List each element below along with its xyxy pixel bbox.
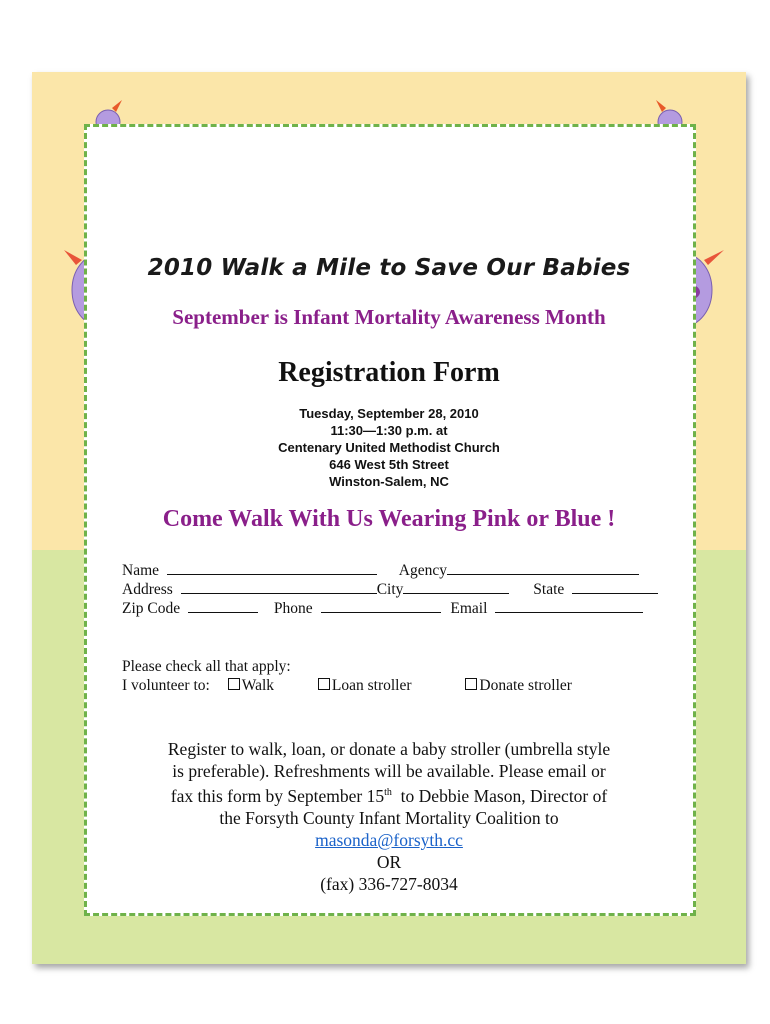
- agency-field[interactable]: [447, 562, 639, 575]
- form-heading: Registration Form: [278, 357, 500, 388]
- address-field[interactable]: [181, 581, 377, 594]
- email-label: Email: [450, 600, 488, 617]
- event-street: 646 West 5th Street: [329, 457, 449, 472]
- state-label: State: [533, 581, 565, 598]
- zip-phone-email-row: [122, 600, 643, 618]
- closing-line-2: is preferable). Refreshments will be available. Please email or: [172, 761, 606, 781]
- zip-field[interactable]: [188, 600, 258, 613]
- email-link[interactable]: masonda@forsyth.cc: [315, 829, 463, 850]
- event-city: Winston-Salem, NC: [329, 474, 449, 489]
- event-time: 11:30—1:30 p.m. at: [330, 423, 448, 438]
- loan-stroller-label: Loan stroller: [331, 677, 412, 694]
- agency-label: Agency: [398, 562, 447, 579]
- option-walk[interactable]: [228, 677, 274, 694]
- closing-paragraph: [118, 738, 660, 895]
- city-field[interactable]: [403, 581, 509, 594]
- option-loan-stroller[interactable]: [318, 677, 412, 694]
- call-to-action: Come Walk With Us Wearing Pink or Blue !: [162, 506, 616, 532]
- walk-label: Walk: [241, 677, 275, 694]
- name-field[interactable]: [167, 562, 377, 575]
- city-label: City: [376, 581, 404, 598]
- event-date: Tuesday, September 28, 2010: [299, 406, 479, 421]
- donate-stroller-checkbox[interactable]: [465, 678, 477, 690]
- zip-label: Zip Code: [122, 600, 181, 617]
- state-field[interactable]: [572, 581, 658, 594]
- option-donate-stroller[interactable]: [465, 677, 572, 694]
- closing-line-4: the Forsyth County Infant Mortality Coalition to: [219, 807, 559, 828]
- address-row: [122, 581, 658, 599]
- donate-stroller-label: Donate stroller: [479, 677, 572, 694]
- event-title: 2010 Walk a Mile to Save Our Babies: [147, 255, 631, 281]
- loan-stroller-checkbox[interactable]: [318, 678, 330, 690]
- volunteer-row: [122, 677, 572, 695]
- event-details: [118, 405, 660, 490]
- fax-number: (fax) 336-727-8034: [320, 873, 458, 894]
- closing-line-3-text: fax this form by September 15: [170, 785, 385, 806]
- walk-checkbox[interactable]: [228, 678, 240, 690]
- event-venue: Centenary United Methodist Church: [278, 440, 500, 455]
- closing-line-3: [118, 782, 660, 807]
- phone-label: Phone: [273, 600, 313, 617]
- awareness-subtitle: September is Infant Mortality Awareness Month: [172, 305, 606, 329]
- address-label: Address: [122, 581, 173, 598]
- email-field[interactable]: [495, 600, 643, 613]
- closing-line-1: Register to walk, loan, or donate a baby stroller (umbrella style: [167, 739, 611, 759]
- volunteer-instruction: Please check all that apply:: [122, 658, 291, 675]
- volunteer-prefix: I volunteer to:: [122, 677, 210, 694]
- or-text: OR: [376, 851, 402, 872]
- name-label: Name: [122, 562, 160, 579]
- flyer: [32, 72, 746, 964]
- name-agency-row: [122, 562, 639, 580]
- phone-field[interactable]: [321, 600, 441, 613]
- ordinal-suffix: th: [384, 787, 392, 798]
- closing-line-3-rest: to Debbie Mason, Director of: [391, 785, 608, 806]
